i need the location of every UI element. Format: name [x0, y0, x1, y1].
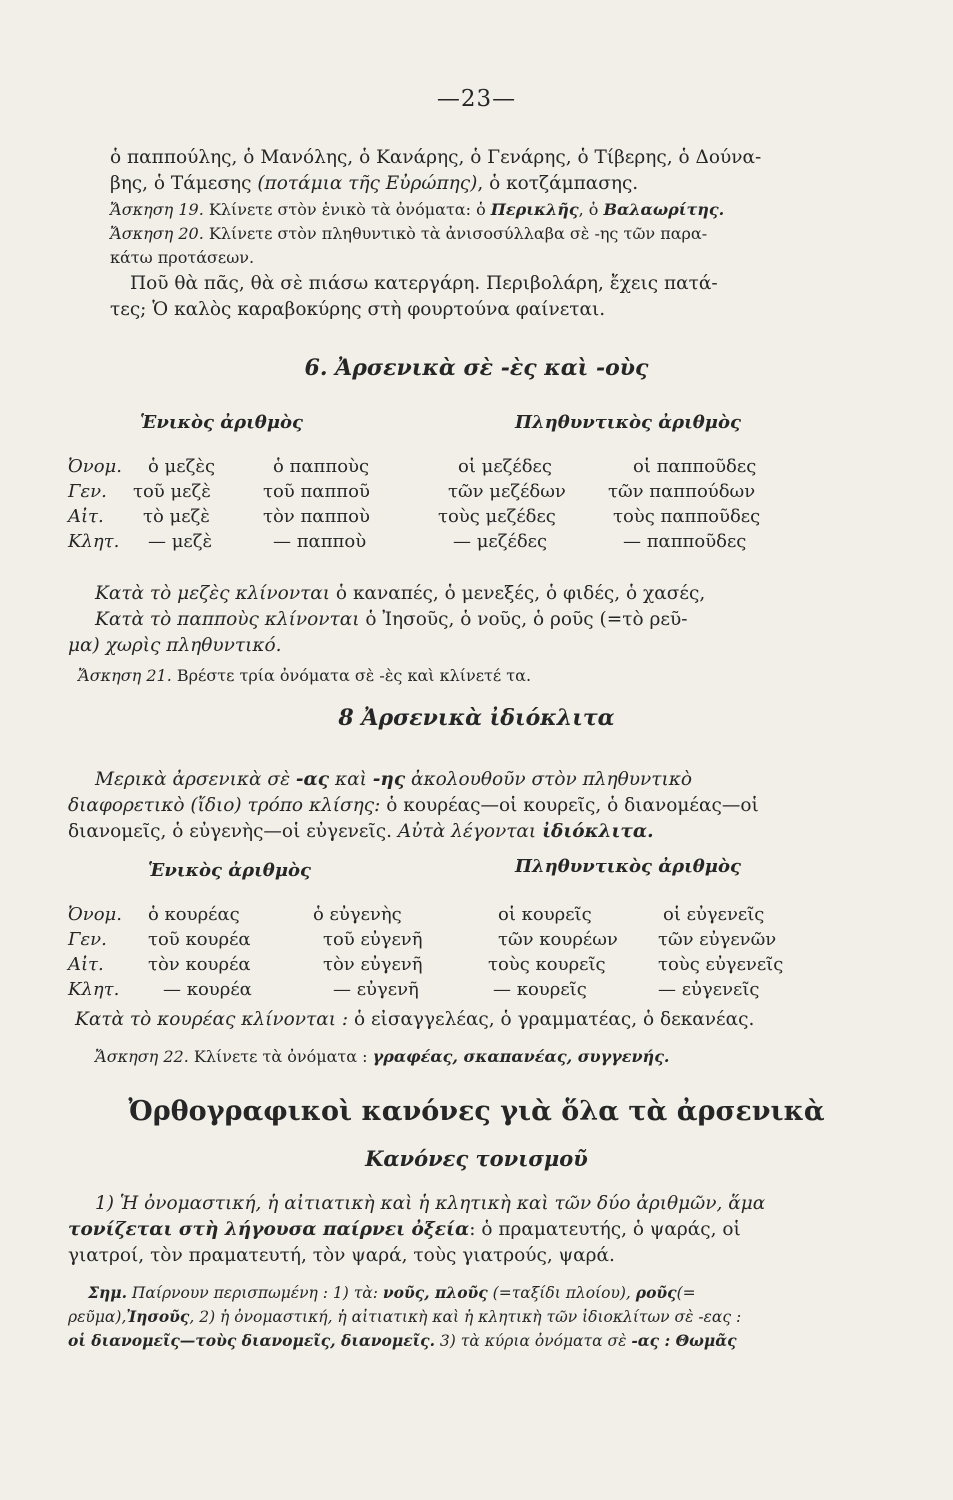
singular-header: Ἑνικὸς ἀριθμὸς [140, 412, 303, 433]
section-8-title: 8 Ἀρσενικὰ ἰδιόκλιτα [338, 705, 615, 731]
declension-table-2 [68, 904, 828, 1004]
rules-subtitle: Κανόνες τονισμοῦ [365, 1146, 588, 1171]
rules-title: Ὀρθογραφικοὶ κανόνες γιὰ ὅλα τὰ ἀρσενικὰ [128, 1096, 825, 1127]
text-line: διαφορετικὸ (ἴδιο) τρόπο κλίσης: ὁ κουρέας—οἱ κουρεῖς, ὁ διανομέας—οἱ [68, 795, 759, 816]
singular-header: Ἑνικὸς ἀριθμὸς [148, 860, 311, 881]
declension-table-1 [68, 456, 828, 556]
table-row: Κλητ. — κουρέα — εὐγενῆ — κουρεῖς — εὐγενεῖς [68, 979, 760, 1000]
table-row: Αἰτ. τὸν κουρέα τὸν εὐγενῆ τοὺς κουρεῖς τοὺς εὐγενεῖς [68, 954, 784, 975]
text-line: τες; Ὁ καλὸς καραβοκύρης στὴ φουρτούνα φαίνεται. [110, 299, 606, 320]
note-line: οἱ διανομεῖς—τοὺς διανομεῖς, διανομεῖς. 3) τὰ κύρια ὀνόματα σὲ -ας : Θωμᾶς [68, 1331, 737, 1350]
plural-header: Πληθυντικὸς ἀριθμὸς [515, 412, 741, 433]
rule-line: γιατροί, τὸν πραματευτή, τὸν ψαρά, τοὺς γιατρούς, ψαρά. [68, 1245, 615, 1266]
text-line: Κατὰ τὸ μεζὲς κλίνονται ὁ καναπές, ὁ μενεξές, ὁ φιδές, ὁ χασές, [95, 583, 706, 604]
text-line: Κατὰ τὸ παπποὺς κλίνονται ὁ Ἰησοῦς, ὁ νοῦς, ὁ ροῦς (=τὸ ρεῦ- [95, 609, 688, 630]
table-row: Ὀνομ. ὁ κουρέας ὁ εὐγενὴς οἱ κουρεῖς οἱ εὐγενεῖς [68, 904, 765, 925]
exercise-22: Ἄσκηση 22. Κλίνετε τὰ ὀνόματα : γραφέας, σκαπανέας, συγγενής. [95, 1047, 670, 1066]
text-line: Μερικὰ ἀρσενικὰ σὲ -ας καὶ -ης ἀκολουθοῦν στὸν πληθυντικὸ [95, 769, 692, 790]
rule-line: τονίζεται στὴ λήγουσα παίρνει ὀξεία: ὁ πραματευτής, ὁ ψαράς, οἱ [68, 1219, 741, 1240]
text-line: βης, ὁ Τάμεσης (ποτάμια τῆς Εὐρώπης), ὁ κοτζάμπασης. [110, 173, 639, 194]
text-line: μα) χωρὶς πληθυντικό. [68, 635, 282, 656]
text-line: Κατὰ τὸ κουρέας κλίνονται : ὁ εἰσαγγελέας, ὁ γραμματέας, ὁ δεκανέας. [75, 1009, 755, 1030]
exercise-20: Ἄσκηση 20. Κλίνετε στὸν πληθυντικὸ τὰ ἀνισοσύλλαβα σὲ -ης τῶν παρα- [110, 224, 708, 243]
exercise-21: Ἄσκηση 21. Βρέστε τρία ὀνόματα σὲ -ὲς καὶ κλίνετέ τα. [78, 666, 532, 685]
text-line: ὁ παππούλης, ὁ Μανόλης, ὁ Κανάρης, ὁ Γενάρης, ὁ Τίβερης, ὁ Δούνα- [110, 147, 762, 168]
table-row: Γεν. τοῦ μεζὲ τοῦ παπποῦ τῶν μεζέδων τῶν παππούδων [68, 481, 756, 502]
text-line: κάτω προτάσεων. [110, 248, 255, 267]
text-line: Ποῦ θὰ πᾶς, θὰ σὲ πιάσω κατεργάρη. Περιβολάρη, ἔχεις πατά- [130, 273, 718, 294]
section-6-title: 6. Ἀρσενικὰ σὲ -ὲς καὶ -οὺς [304, 355, 649, 381]
table-row: Γεν. τοῦ κουρέα τοῦ εὐγενῆ τῶν κουρέων τῶν εὐγενῶν [68, 929, 777, 950]
page-number: —23— [436, 86, 517, 112]
table-row: Ὀνομ. ὁ μεζὲς ὁ παπποὺς οἱ μεζέδες οἱ παπποῦδες [68, 456, 757, 477]
rule-line: 1) Ἡ ὀνομαστική, ἡ αἰτιατικὴ καὶ ἡ κλητικὴ καὶ τῶν δύο ἀριθμῶν, ἅμα [95, 1193, 766, 1214]
exercise-19: Ἄσκηση 19. Κλίνετε στὸν ἑνικὸ τὰ ὀνόματα: ὁ Περικλῆς, ὁ Βαλαωρίτης. [110, 200, 725, 219]
table-row: Αἰτ. τὸ μεζὲ τὸν παπποὺ τοὺς μεζέδες τοὺς παπποῦδες [68, 506, 761, 527]
text-line: διανομεῖς, ὁ εὐγενὴς—οἱ εὐγενεῖς. Αὐτὰ λέγονται ἰδιόκλιτα. [68, 821, 654, 842]
plural-header: Πληθυντικὸς ἀριθμὸς [515, 856, 741, 877]
note-line: ρεῦμα),Ἰησοῦς, 2) ἡ ὀνομαστική, ἡ αἰτιατικὴ καὶ ἡ κλητικὴ τῶν ἰδιοκλίτων σὲ -εας : [68, 1307, 742, 1326]
note-line: Σημ. Παίρνουν περισπωμένη : 1) τὰ: νοῦς, πλοῦς (=ταξίδι πλοίου), ροῦς(= [88, 1283, 696, 1302]
table-row: Κλητ. — μεζὲ — παπποὺ — μεζέδες — παπποῦδες [68, 531, 747, 552]
